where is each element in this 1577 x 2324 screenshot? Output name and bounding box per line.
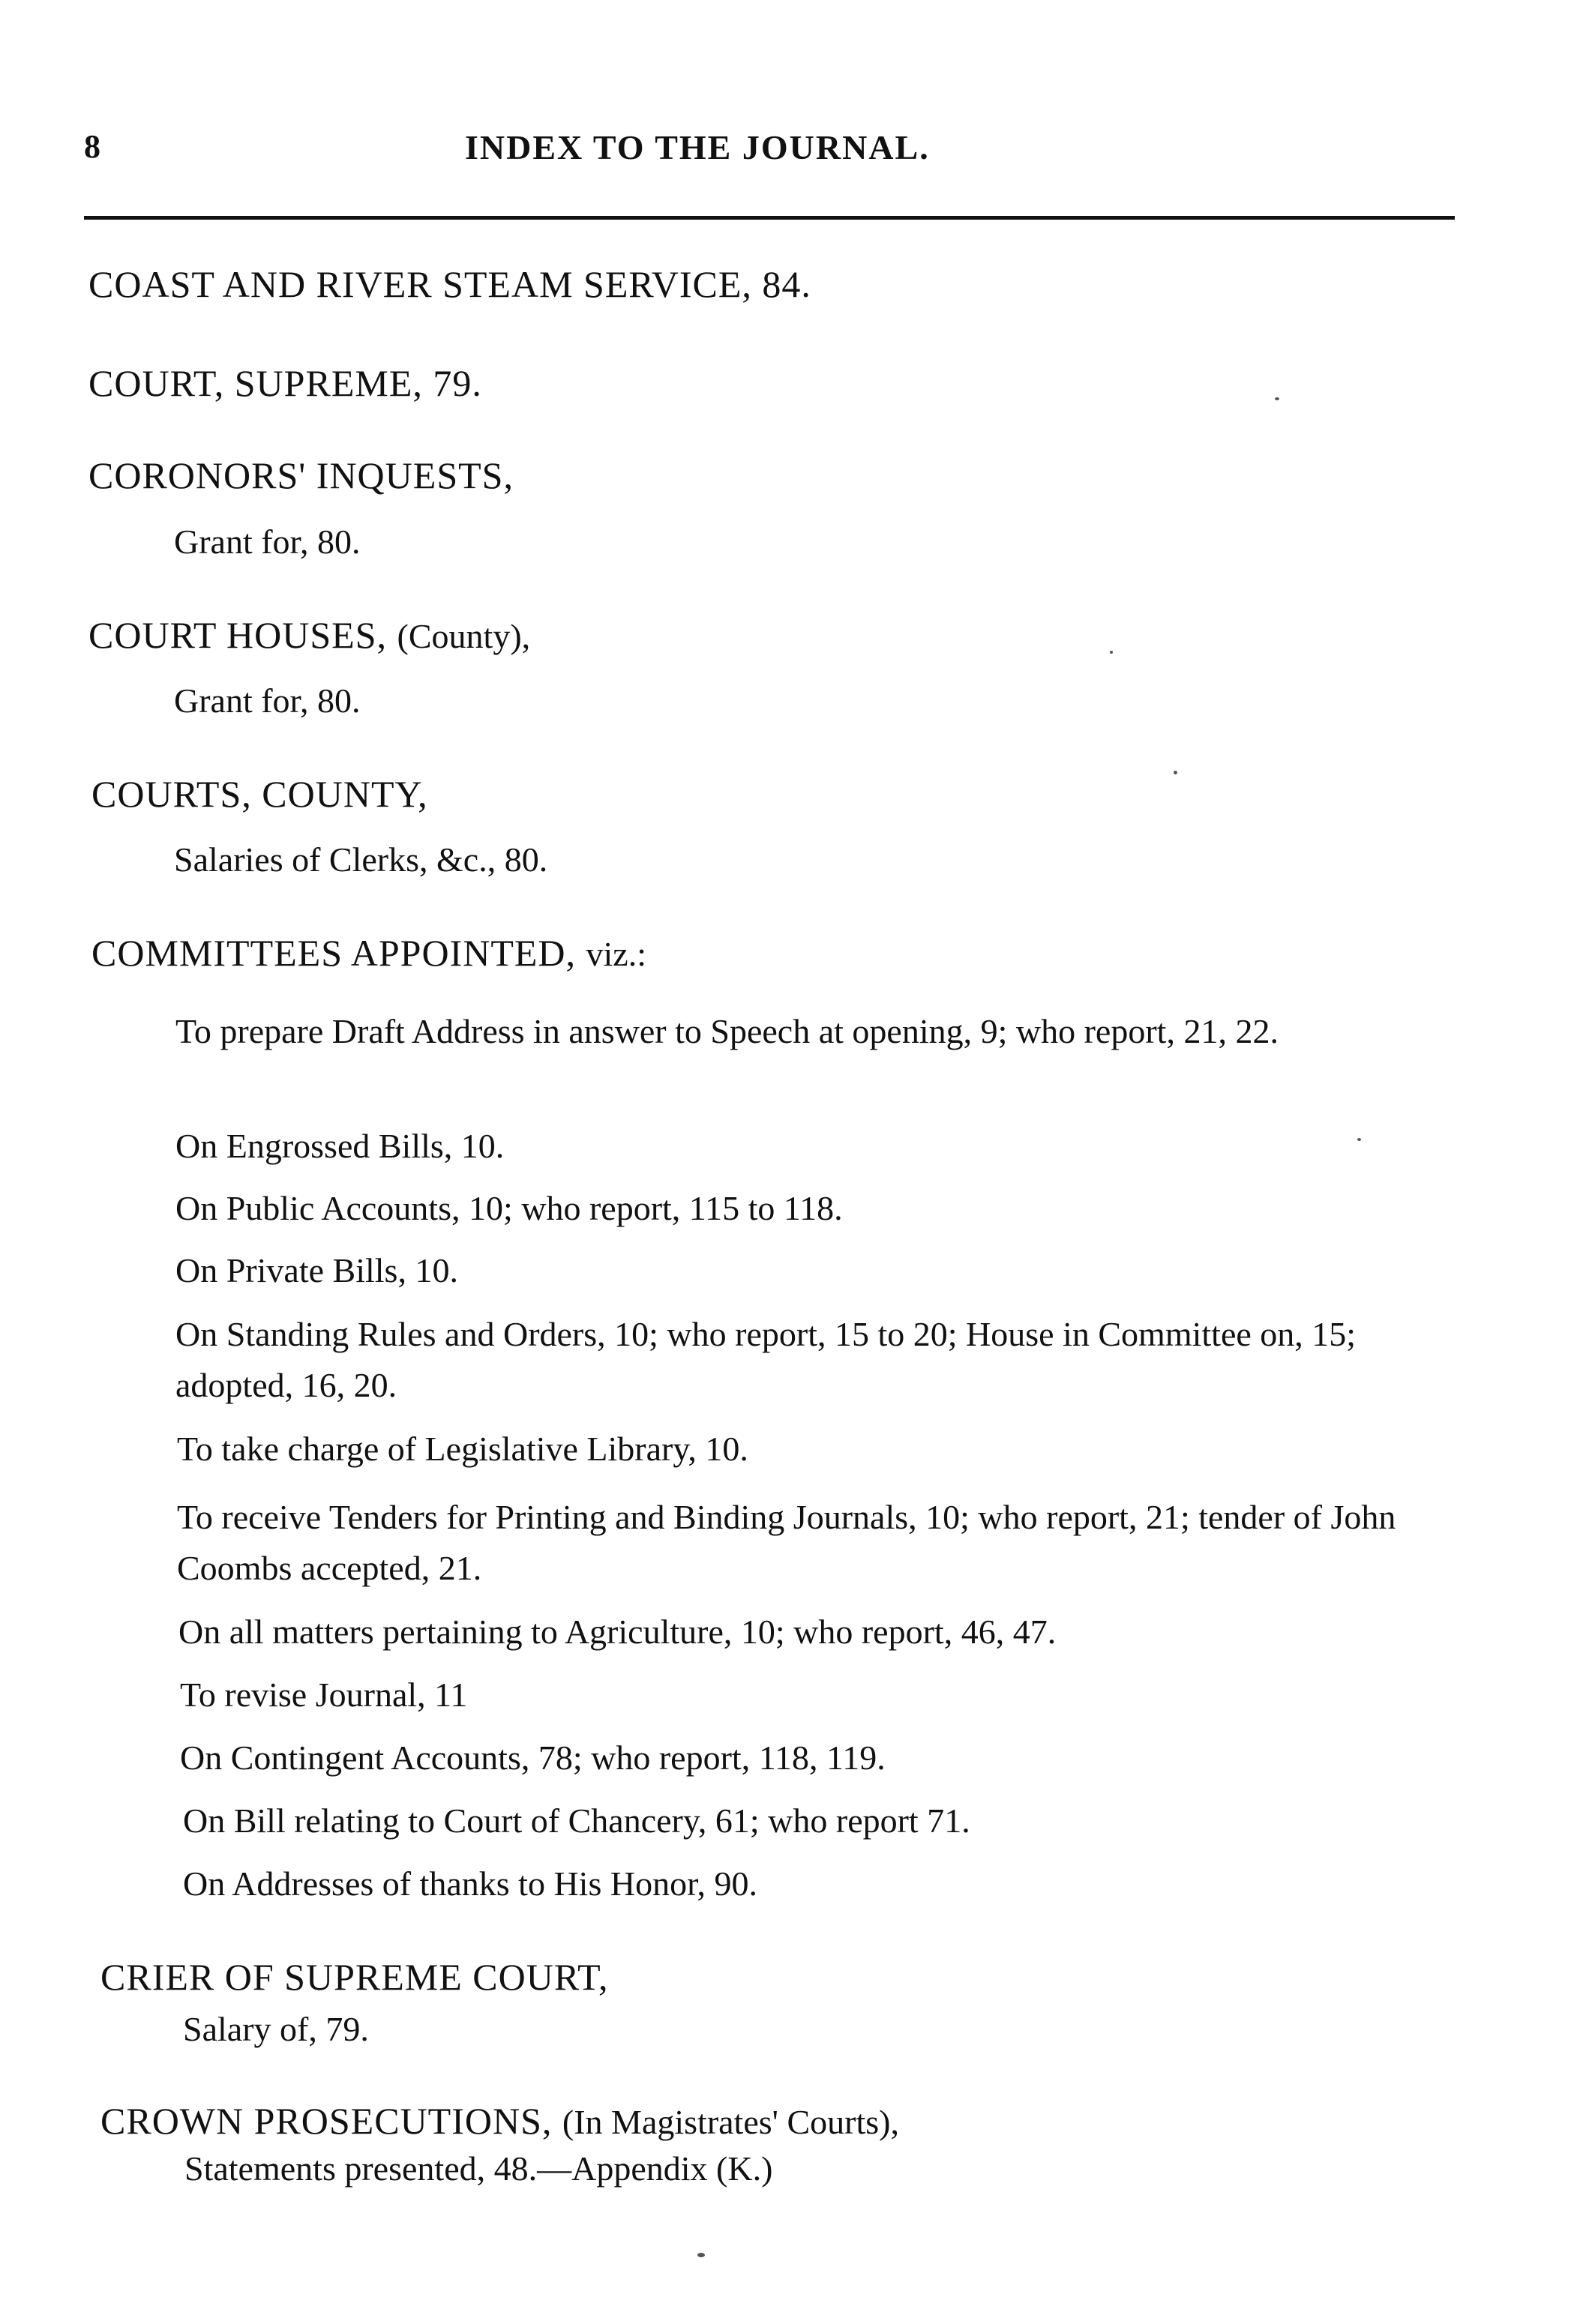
entry-heading: COURT HOUSES, (County), [88, 614, 531, 656]
entry-subline: Salaries of Clerks, &c., 80. [174, 840, 548, 879]
entry-subline: Grant for, 80. [174, 523, 361, 561]
entry-subline: To prepare Draft Address in answer to Speech at opening, 9; who report, 21, 22. [175, 1012, 1279, 1050]
entry-subline: On Contingent Accounts, 78; who report, 118, 119. [180, 1739, 886, 1777]
entry-subline: On Bill relating to Court of Chancery, 61; who report 71. [183, 1801, 970, 1840]
entry-subline: On Public Accounts, 10; who report, 115 to 118. [175, 1189, 843, 1227]
running-title: INDEX TO THE JOURNAL. [465, 128, 930, 166]
entry-subline: On Standing Rules and Orders, 10; who report, 15 to 20; House in Committee on, 15; adopted, 16, 20. [175, 1315, 1357, 1404]
entry-heading: COAST AND RIVER STEAM SERVICE, 84. [88, 263, 811, 305]
entry-subline: Statements presented, 48.—Appendix (K.) [184, 2149, 773, 2188]
entry-subline: On all matters pertaining to Agriculture, 10; who report, 46, 47. [178, 1613, 1057, 1651]
entry-subline: Grant for, 80. [174, 681, 361, 720]
entry-subline: On Private Bills, 10. [175, 1251, 458, 1289]
entry-subline: On Addresses of thanks to His Honor, 90. [183, 1864, 758, 1903]
entry-subline: To revise Journal, 11 [180, 1676, 468, 1714]
entry-heading: COURT, SUPREME, 79. [88, 362, 482, 404]
entry-heading: COMMITTEES APPOINTED, viz.: [91, 932, 647, 974]
page-number: 8 [84, 128, 100, 165]
print-speck [1174, 771, 1177, 774]
entry-heading: CORONORS' INQUESTS, [88, 454, 514, 496]
entry-heading: CROWN PROSECUTIONS, (In Magistrates' Courts), [100, 2100, 899, 2142]
entry-subline: On Engrossed Bills, 10. [175, 1127, 505, 1165]
header-rule [84, 216, 1455, 220]
print-speck [1357, 1138, 1361, 1141]
print-speck [697, 2253, 705, 2257]
entry-subline: Salary of, 79. [183, 2010, 369, 2048]
entry-heading: CRIER OF SUPREME COURT, [100, 1956, 609, 1998]
print-speck [1275, 397, 1279, 400]
entry-subline: To receive Tenders for Printing and Binding Journals, 10; who report, 21; tender of John Coombs accepted, 21. [177, 1498, 1396, 1587]
print-speck [1110, 651, 1113, 654]
entry-subline: To take charge of Legislative Library, 10. [177, 1430, 748, 1468]
entry-heading: COURTS, COUNTY, [91, 773, 428, 815]
